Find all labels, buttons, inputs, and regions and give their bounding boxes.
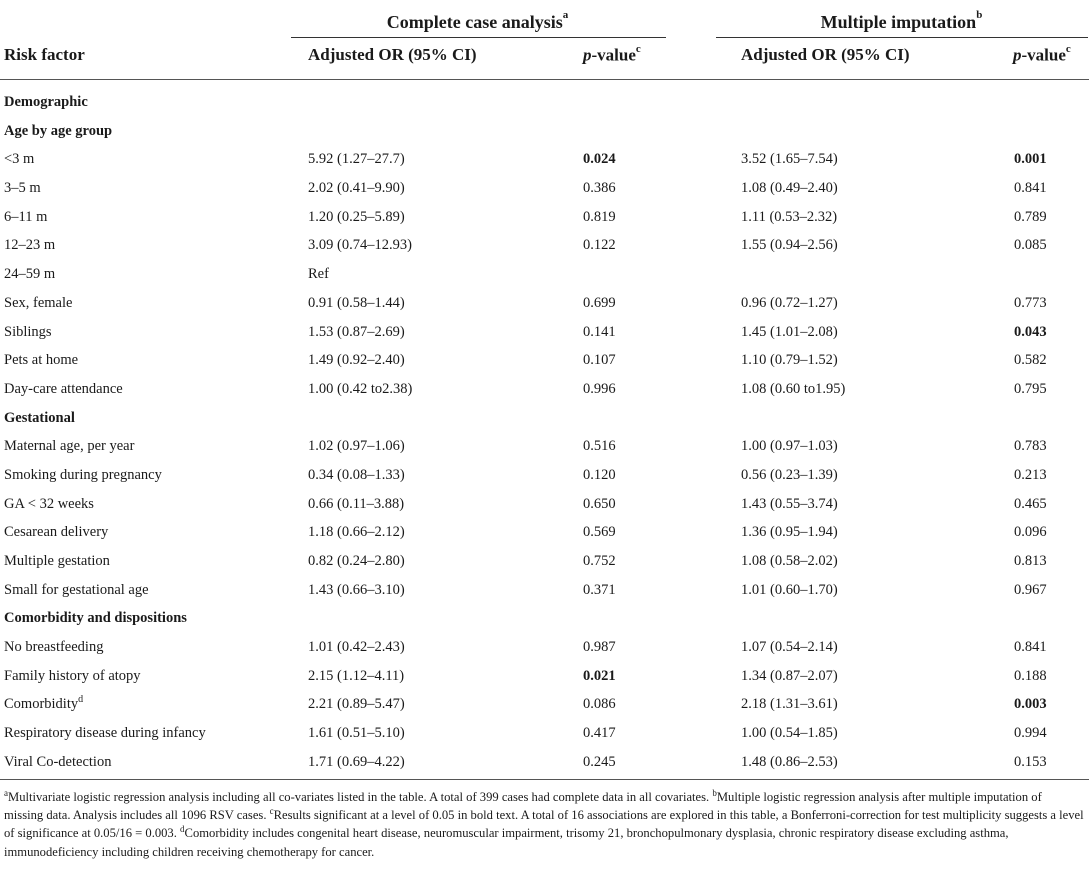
adjusted-or-complete: 1.49 (0.92–2.40) (308, 352, 405, 369)
p-value-complete: 0.569 (583, 524, 616, 541)
risk-factor-label-group (4, 690, 83, 719)
p-value-complete: 0.371 (583, 581, 616, 598)
section-header-row (0, 88, 1089, 117)
risk-factor-label: <3 m (4, 151, 35, 168)
table-row (0, 145, 1089, 174)
risk-factor-label: Sex, female (4, 294, 73, 311)
p-value-imputation: 0.213 (1014, 466, 1047, 483)
footnote-b: Multiple logistic regression analysis after multiple imputation of missing data. Analysis includes all 1096 RSV cases. (4, 790, 1042, 823)
adjusted-or-complete: 1.18 (0.66–2.12) (308, 524, 405, 541)
table-row (0, 260, 1089, 289)
group-header-multiple-imputation: Multiple imputation$^b$ (820, 9, 983, 32)
p-value-complete: 0.021 (583, 667, 616, 684)
p-value-complete: 0.024 (583, 151, 616, 168)
p-value-complete: 0.120 (583, 466, 616, 483)
risk-factor-label: Age by age group (4, 122, 113, 139)
footnote-a: Multivariate logistic regression analysis including all co-variates listed in the table. A total of 399 cases had complete data in all covariates. (8, 790, 710, 804)
table-row (0, 748, 1089, 777)
adjusted-or-complete: 1.71 (0.69–4.22) (308, 753, 405, 770)
risk-factor-label: Respiratory disease during infancy (4, 725, 206, 742)
p-value-complete: 0.122 (583, 237, 616, 254)
adjusted-or-imputation: 1.07 (0.54–2.14) (741, 639, 838, 656)
table-row (0, 633, 1089, 662)
risk-factor-label: 12–23 m (4, 237, 56, 254)
p-value-complete: 0.752 (583, 553, 616, 569)
p-value-imputation: 0.096 (1014, 524, 1047, 541)
footnote-d: Comorbidity includes congenital heart disease, neuromuscular impairment, trisomy 21, bronchopulmonary dysplasia, chronic respiratory disease excluding asthma, immunodeficiency including children receiving chemotherapy for cancer. (4, 826, 1009, 859)
adjusted-or-imputation: 1.08 (0.58–2.02) (741, 553, 838, 569)
p-value-imputation: 0.841 (1014, 639, 1047, 656)
table-row (0, 203, 1089, 232)
adjusted-or-complete: 2.02 (0.41–9.90) (308, 180, 405, 197)
column-header-row (0, 38, 1089, 78)
p-value-imputation: 0.153 (1014, 753, 1047, 770)
adjusted-or-complete: 3.09 (0.74–12.93) (308, 237, 412, 254)
p-value-complete: 0.245 (583, 753, 616, 770)
p-value-imputation: 0.188 (1014, 667, 1047, 684)
p-value-imputation: 0.994 (1014, 725, 1047, 742)
adjusted-or-complete: 1.02 (0.97–1.06) (308, 438, 405, 455)
table-row (0, 719, 1089, 748)
p-value-imputation: 0.465 (1014, 495, 1047, 512)
adjusted-or-complete: 2.21 (0.89–5.47) (308, 696, 405, 713)
risk-factor-label: Family history of atopy (4, 667, 141, 684)
table-row (0, 690, 1089, 719)
p-value-imputation: 0.783 (1014, 438, 1047, 455)
table-row (0, 461, 1089, 490)
table-row (0, 576, 1089, 605)
table-row (0, 231, 1089, 260)
adjusted-or-complete: 1.61 (0.51–5.10) (308, 725, 405, 742)
header-rule (0, 79, 1089, 80)
p-value-complete: 0.516 (583, 438, 616, 455)
table-row (0, 289, 1089, 318)
p-value-imputation: 0.813 (1014, 553, 1047, 569)
risk-factor-label: Comorbidity and dispositions (4, 610, 187, 627)
risk-factor-label: 6–11 m (4, 208, 48, 225)
adjusted-or-complete: 1.43 (0.66–3.10) (308, 581, 405, 598)
adjusted-or-imputation: 2.18 (1.31–3.61) (741, 696, 838, 713)
risk-factor-label: Siblings (4, 323, 52, 340)
table-body (0, 88, 1089, 777)
adjusted-or-complete: Ref (308, 266, 329, 283)
risk-factor-label: Cesarean delivery (4, 524, 109, 541)
adjusted-or-complete: 1.01 (0.42–2.43) (308, 639, 405, 656)
adjusted-or-imputation: 0.96 (0.72–1.27) (741, 294, 838, 311)
adjusted-or-imputation: 1.55 (0.94–2.56) (741, 237, 838, 254)
table-row (0, 346, 1089, 375)
adjusted-or-imputation: 3.52 (1.65–7.54) (741, 151, 838, 168)
p-value-imputation: 0.789 (1014, 208, 1047, 225)
col-header-p-imputation: p-value$^c$ (1013, 43, 1071, 65)
p-value-imputation: 0.967 (1014, 581, 1047, 598)
risk-factor-label: Comorbidity (4, 696, 79, 713)
adjusted-or-imputation: 1.45 (1.01–2.08) (741, 323, 838, 340)
adjusted-or-imputation: 1.08 (0.49–2.40) (741, 180, 838, 197)
adjusted-or-imputation: 1.08 (0.60 to1.95) (741, 380, 846, 397)
adjusted-or-complete: 0.66 (0.11–3.88) (308, 495, 405, 512)
p-value-complete: 0.417 (583, 725, 616, 742)
adjusted-or-imputation: 0.56 (0.23–1.39) (741, 466, 838, 483)
adjusted-or-complete: 1.20 (0.25–5.89) (308, 208, 405, 225)
p-value-imputation: 0.841 (1014, 180, 1047, 197)
col-header-or-complete: Adjusted OR (95% CI) (308, 45, 477, 64)
adjusted-or-imputation: 1.10 (0.79–1.52) (741, 352, 838, 369)
adjusted-or-imputation: 1.01 (0.60–1.70) (741, 581, 838, 598)
p-value-imputation: 0.795 (1014, 380, 1047, 397)
col-header-or-imputation: Adjusted OR (95% CI) (741, 45, 910, 64)
adjusted-or-complete: 1.00 (0.42 to2.38) (308, 380, 413, 397)
p-value-complete: 0.819 (583, 208, 616, 225)
p-value-complete: 0.987 (583, 639, 616, 656)
risk-factor-label: 24–59 m (4, 266, 56, 283)
p-value-imputation: 0.582 (1014, 352, 1047, 369)
section-header-row (0, 404, 1089, 433)
risk-factor-label: Day-care attendance (4, 380, 123, 397)
table-row (0, 318, 1089, 347)
table-row (0, 174, 1089, 203)
footnote-mark: d (78, 693, 84, 705)
table-row (0, 490, 1089, 519)
p-value-complete: 0.086 (583, 696, 616, 713)
risk-factor-label: Maternal age, per year (4, 438, 135, 455)
p-value-imputation: 0.773 (1014, 294, 1047, 311)
table-row (0, 432, 1089, 461)
group-header-complete-case: Complete case analysis$^a$ (386, 9, 569, 32)
adjusted-or-imputation: 1.34 (0.87–2.07) (741, 667, 838, 684)
col-header-risk-factor: Risk factor (4, 45, 85, 64)
risk-factor-label: Multiple gestation (4, 553, 110, 569)
table-row (0, 375, 1089, 404)
p-value-complete: 0.996 (583, 380, 616, 397)
p-value-imputation: 0.085 (1014, 237, 1047, 254)
p-value-complete: 0.650 (583, 495, 616, 512)
table-row (0, 547, 1089, 576)
risk-factor-label: GA < 32 weeks (4, 495, 94, 512)
p-value-complete: 0.107 (583, 352, 616, 369)
col-header-p-complete: p-value$^c$ (583, 43, 641, 65)
risk-factor-label: No breastfeeding (4, 639, 104, 656)
adjusted-or-complete: 0.91 (0.58–1.44) (308, 294, 405, 311)
risk-factor-label: Smoking during pregnancy (4, 466, 162, 483)
section-header-row (0, 604, 1089, 633)
table-row (0, 662, 1089, 691)
risk-factor-label: Demographic (4, 94, 88, 110)
adjusted-or-imputation: 1.00 (0.97–1.03) (741, 438, 838, 455)
p-value-complete: 0.141 (583, 323, 616, 340)
adjusted-or-complete: 1.53 (0.87–2.69) (308, 323, 405, 340)
adjusted-or-imputation: 1.11 (0.53–2.32) (741, 208, 838, 225)
adjusted-or-imputation: 1.48 (0.86–2.53) (741, 753, 838, 770)
adjusted-or-imputation: 1.43 (0.55–3.74) (741, 495, 838, 512)
adjusted-or-complete: 2.15 (1.12–4.11) (308, 667, 405, 684)
p-value-imputation: 0.043 (1014, 323, 1047, 340)
p-value-imputation: 0.003 (1014, 696, 1047, 713)
table-row (0, 518, 1089, 547)
risk-factor-label: Pets at home (4, 352, 79, 369)
adjusted-or-complete: 5.92 (1.27–27.7) (308, 151, 405, 168)
risk-factor-label: Viral Co-detection (4, 753, 112, 770)
risk-factor-label: Small for gestational age (4, 581, 149, 598)
p-value-imputation: 0.001 (1014, 151, 1047, 168)
table-footnotes: $^a$Multivariate logistic regression analysis including all co-variates listed in the table. A total of 399 cases had complete data in all covariates. $^b$Multiple logistic regression analysis after multiple imputation of missing data. Analysis includes all 1096 RSV cases. $^c$Results significant at a level of 0.05 in bold text. A total of 16 associations are explored in this table, a Bonferroni-correction for test multiplicity suggests a level of significance at 0.05/16 = 0.003. $^d$Comorbidity includes congenital heart disease, neuromuscular impairment, trisomy 21, bronchopulmonary dysplasia, chronic respiratory disease excluding asthma, immunodeficiency including children receiving chemotherapy for cancer. (4, 787, 1084, 859)
p-value-complete: 0.386 (583, 180, 616, 197)
risk-factor-label: 3–5 m (4, 180, 41, 197)
adjusted-or-complete: 0.34 (0.08–1.33) (308, 466, 405, 483)
adjusted-or-imputation: 1.36 (0.95–1.94) (741, 524, 838, 541)
adjusted-or-imputation: 1.00 (0.54–1.85) (741, 725, 838, 742)
bottom-rule (0, 779, 1089, 780)
footnote-c: Results significant at a level of 0.05 in bold text. A total of 16 associations are explored in this table, a Bonferroni-correction for test multiplicity suggests a level of significance at 0.05/16 = 0.003. (4, 808, 1084, 841)
p-value-complete: 0.699 (583, 294, 616, 311)
adjusted-or-complete: 0.82 (0.24–2.80) (308, 553, 405, 569)
section-header-row (0, 117, 1089, 146)
risk-factor-label: Gestational (4, 409, 75, 426)
